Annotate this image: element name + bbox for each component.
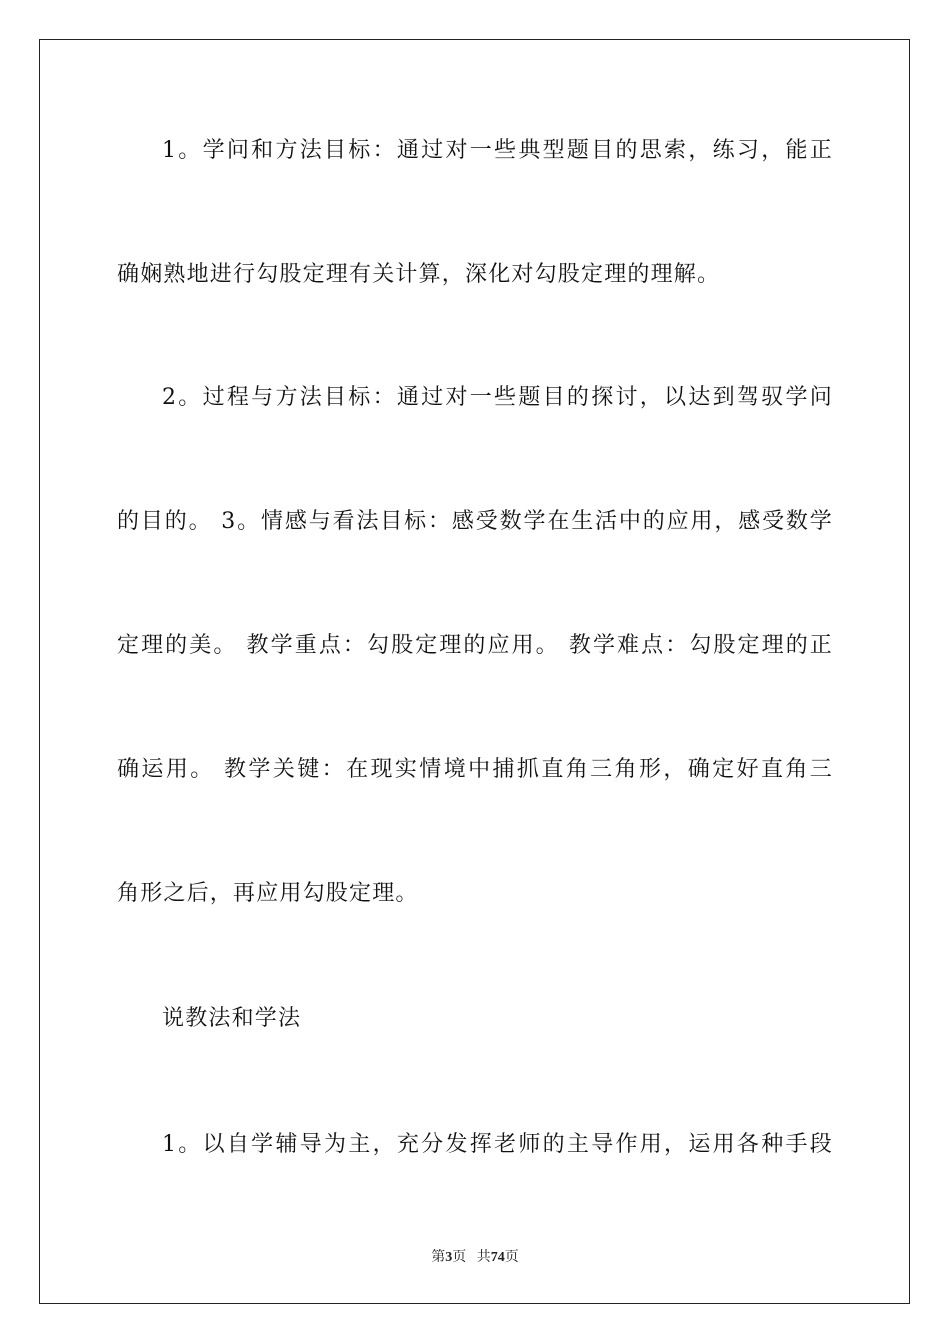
paragraph-line-4: 的目的。 3。情感与看法目标：感受数学在生活中的应用，感受数学 [117,509,833,534]
footer-total-pages: 74 [490,1250,505,1265]
footer-total-suffix: 页 [504,1250,519,1265]
footer-page-number: 3 [445,1250,453,1265]
paragraph-line-1: 1。学问和方法目标：通过对一些典型题目的思索，练习，能正 [162,138,833,163]
paragraph-line-6: 确运用。 教学关键：在现实情境中捕抓直角三角形，确定好直角三 [117,757,833,782]
paragraph-line-7: 角形之后，再应用勾股定理。 [117,881,419,906]
page-footer [0,1246,950,1266]
paragraph-line-8: 1。以自学辅导为主，充分发挥老师的主导作用，运用各种手段 [162,1132,833,1157]
page-border [39,39,910,1304]
footer-page-prefix: 第 [431,1250,446,1265]
section-heading: 说教法和学法 [162,1006,302,1031]
paragraph-line-5: 定理的美。 教学重点：勾股定理的应用。 教学难点：勾股定理的正 [117,633,833,658]
footer-total-prefix: 共 [476,1250,491,1265]
paragraph-line-2: 确娴熟地进行勾股定理有关计算，深化对勾股定理的理解。 [117,262,721,287]
paragraph-line-3: 2。过程与方法目标：通过对一些题目的探讨，以达到驾驭学问 [162,385,833,410]
footer-page-suffix: 页 [452,1250,467,1265]
